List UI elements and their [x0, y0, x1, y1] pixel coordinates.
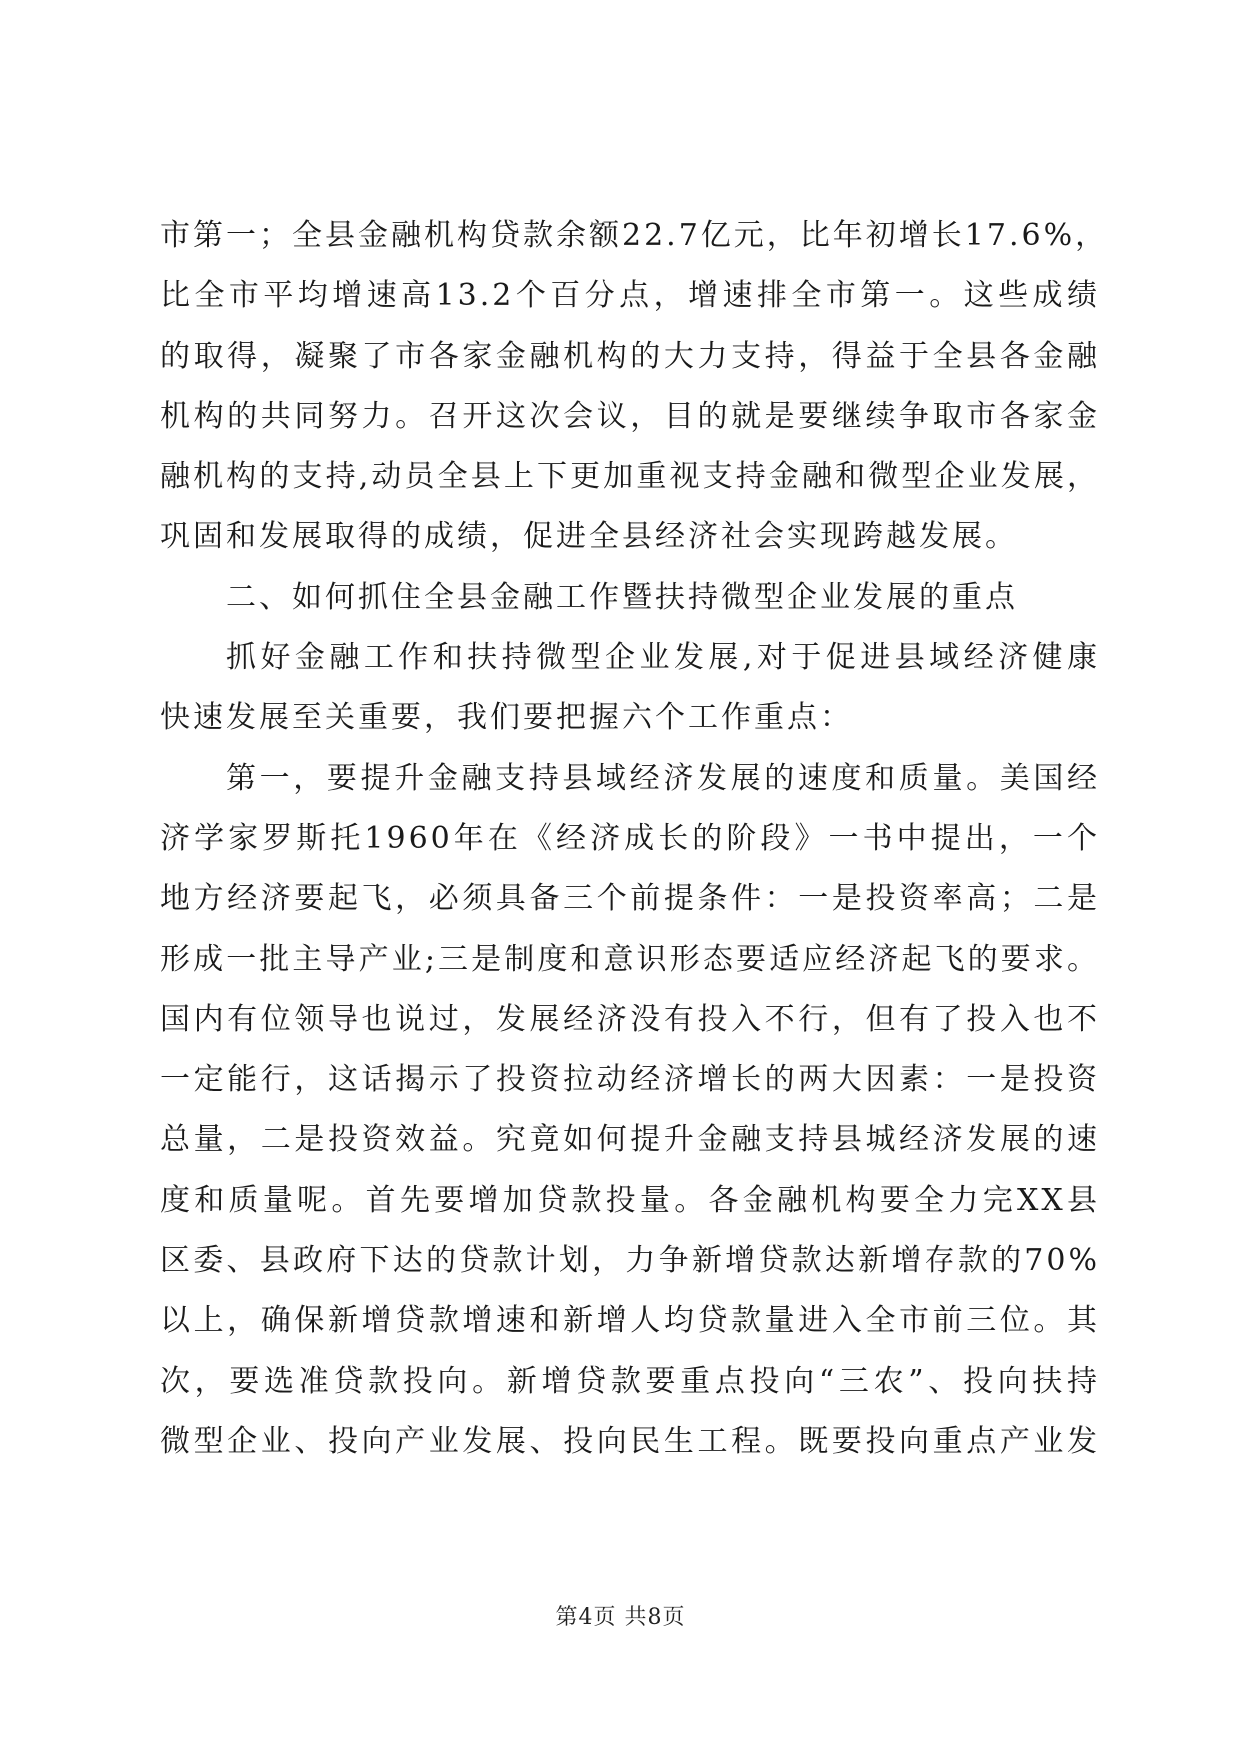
text-line: 机构的共同努力。召开这次会议，目的就是要继续争取市各家金: [160, 398, 1100, 434]
page-footer: [0, 1600, 1241, 1631]
document-body: [160, 206, 1109, 1472]
text-line: 二、如何抓住全县金融工作暨扶持微型企业发展的重点: [226, 579, 1018, 615]
text-line: 次，要选准贷款投向。新增贷款要重点投向“三农”、投向扶持: [160, 1363, 1100, 1399]
text-line: 总量，二是投资效益。究竟如何提升金融支持县城经济发展的速: [160, 1122, 1100, 1158]
text-line: 快速发展至关重要，我们要把握六个工作重点：: [160, 700, 853, 736]
text-line: 比全市平均增速高13.2个百分点，增速排全市第一。这些成绩: [160, 278, 1100, 314]
text-line: 形成一批主导产业;三是制度和意识形态要适应经济起飞的要求。: [160, 941, 1100, 977]
text-line: 济学家罗斯托1960年在《经济成长的阶段》一书中提出，一个: [160, 820, 1100, 856]
text-line: 的取得，凝聚了市各家金融机构的大力支持，得益于全县各金融: [160, 338, 1100, 374]
text-line: 市第一；全县金融机构贷款余额22.7亿元，比年初增长17.6%，: [160, 218, 1109, 253]
text-line: 度和质量呢。首先要增加贷款投量。各金融机构要全力完XX县: [160, 1182, 1100, 1218]
text-line: 国内有位领导也说过，发展经济没有投入不行，但有了投入也不: [160, 1001, 1100, 1037]
text-line: 巩固和发展取得的成绩，促进全县经济社会实现跨越发展。: [160, 519, 1018, 555]
text-line: 融机构的支持,动员全县上下更加重视支持金融和微型企业发展，: [160, 459, 1100, 495]
text-line: 以上，确保新增贷款增速和新增人均贷款量进入全市前三位。其: [160, 1303, 1100, 1339]
text-line: 抓好金融工作和扶持微型企业发展,对于促进县域经济健康: [226, 640, 1100, 676]
text-line: 区委、县政府下达的贷款计划，力争新增贷款达新增存款的70%: [160, 1243, 1100, 1279]
page-number-label: 第4页 共8页: [555, 1605, 686, 1630]
text-line: 第一，要提升金融支持县域经济发展的速度和质量。美国经: [226, 760, 1100, 796]
text-line: 微型企业、投向产业发展、投向民生工程。既要投向重点产业发: [160, 1423, 1100, 1459]
text-line: 一定能行，这话揭示了投资拉动经济增长的两大因素：一是投资: [160, 1062, 1100, 1098]
text-line: 地方经济要起飞，必须具备三个前提条件：一是投资率高；二是: [160, 881, 1100, 917]
